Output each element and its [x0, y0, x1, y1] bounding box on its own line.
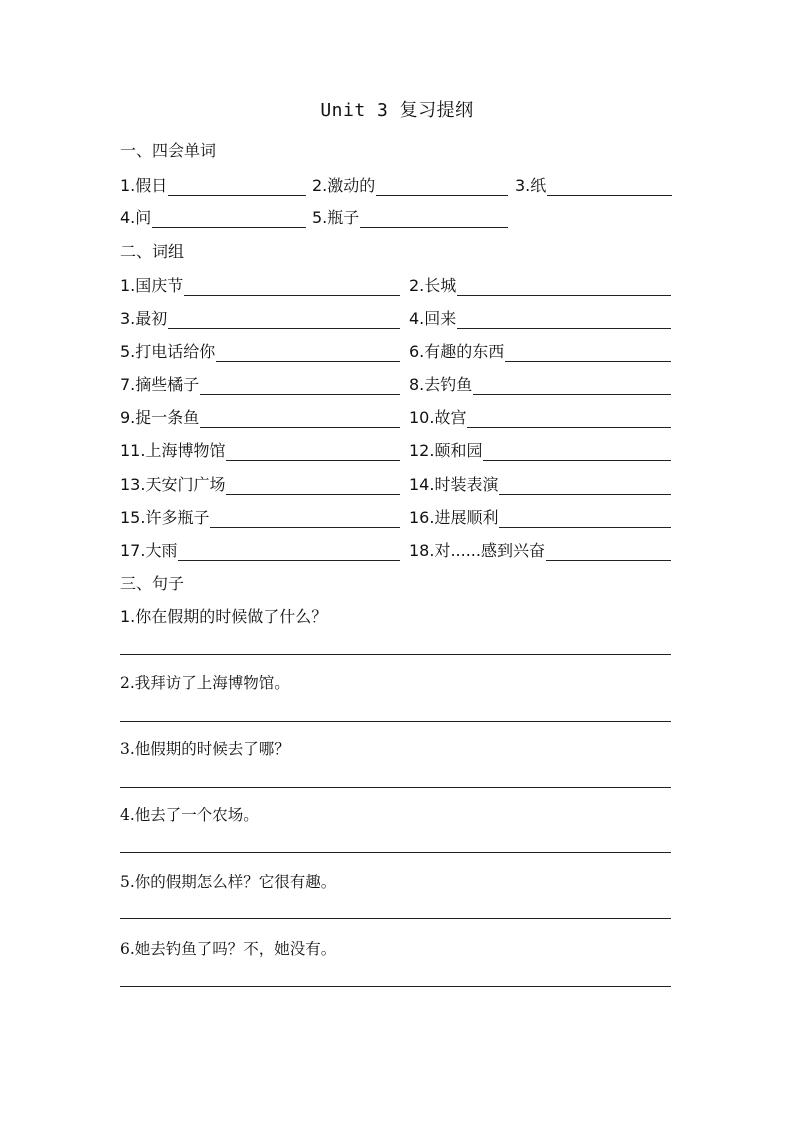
fill-blank[interactable]	[467, 407, 671, 428]
vocab-item	[515, 170, 672, 196]
vocab-row-2	[120, 202, 672, 228]
answer-line[interactable]	[120, 654, 671, 655]
fill-blank[interactable]	[457, 308, 671, 329]
sentence-prompt: 6.她去钓鱼了吗？不，她没有。	[120, 940, 337, 958]
phrase-label: 11.上海博物馆	[120, 441, 226, 460]
phrase-row	[120, 336, 672, 362]
phrase-item	[120, 535, 400, 561]
fill-blank[interactable]	[457, 275, 671, 296]
fill-blank[interactable]	[360, 207, 508, 228]
section-heading-vocab: 一、四会单词	[120, 141, 217, 160]
phrase-item	[120, 502, 400, 528]
fill-blank[interactable]	[473, 374, 671, 395]
phrase-item	[409, 435, 671, 461]
fill-blank[interactable]	[168, 308, 400, 329]
phrase-label: 16.进展顺利	[409, 508, 499, 527]
phrase-item	[120, 369, 400, 395]
phrase-row	[120, 535, 672, 561]
fill-blank[interactable]	[168, 175, 306, 196]
phrase-item	[409, 502, 671, 528]
phrase-item	[120, 336, 400, 362]
sentence-prompt: 4.他去了一个农场。	[120, 806, 259, 824]
fill-blank[interactable]	[499, 507, 671, 528]
fill-blank[interactable]	[226, 440, 400, 461]
sentence-prompt: 3.他假期的时候去了哪？	[120, 740, 290, 758]
fill-blank[interactable]	[505, 341, 671, 362]
phrase-row	[120, 402, 672, 428]
phrase-label: 4.回来	[409, 309, 457, 328]
vocab-item	[120, 202, 306, 228]
fill-blank[interactable]	[178, 540, 400, 561]
phrase-item	[409, 303, 671, 329]
answer-line[interactable]	[120, 721, 671, 722]
phrase-label: 1.国庆节	[120, 276, 184, 295]
phrase-row	[120, 369, 672, 395]
phrase-item	[120, 402, 400, 428]
fill-blank[interactable]	[226, 474, 400, 495]
fill-blank[interactable]	[200, 374, 400, 395]
sentence-prompt: 2.我拜访了上海博物馆。	[120, 674, 290, 692]
phrase-item	[409, 535, 671, 561]
phrase-item	[120, 270, 400, 296]
phrase-label: 14.时装表演	[409, 475, 499, 494]
phrase-row	[120, 502, 672, 528]
phrase-label: 15.许多瓶子	[120, 508, 210, 527]
sentence-prompt: 5.你的假期怎么样？它很有趣。	[120, 873, 337, 891]
vocab-label: 1.假日	[120, 176, 168, 195]
phrase-row	[120, 435, 672, 461]
phrase-label: 3.最初	[120, 309, 168, 328]
fill-blank[interactable]	[376, 175, 508, 196]
vocab-label: 5.瓶子	[312, 208, 360, 227]
page-title: Unit 3 复习提纲	[320, 100, 474, 121]
vocab-item	[312, 170, 508, 196]
fill-blank[interactable]	[210, 507, 400, 528]
phrase-item	[409, 369, 671, 395]
fill-blank[interactable]	[547, 175, 672, 196]
fill-blank[interactable]	[184, 275, 400, 296]
phrase-label: 17.大雨	[120, 541, 178, 560]
phrase-label: 7.摘些橘子	[120, 375, 200, 394]
phrase-label: 5.打电话给你	[120, 342, 216, 361]
phrase-row	[120, 303, 672, 329]
phrase-label: 12.颐和园	[409, 441, 483, 460]
phrase-label: 6.有趣的东西	[409, 342, 505, 361]
phrase-label: 10.故宫	[409, 408, 467, 427]
fill-blank[interactable]	[499, 474, 671, 495]
fill-blank[interactable]	[546, 540, 671, 561]
vocab-label: 2.激动的	[312, 176, 376, 195]
vocab-row-1	[120, 170, 672, 196]
phrase-row	[120, 270, 672, 296]
phrase-label: 13.天安门广场	[120, 475, 226, 494]
vocab-label: 3.纸	[515, 176, 547, 195]
sentence-prompt: 1.你在假期的时候做了什么？	[120, 607, 328, 626]
section-heading-phrases: 二、词组	[120, 242, 185, 261]
phrase-label: 8.去钓鱼	[409, 375, 473, 394]
answer-line[interactable]	[120, 986, 671, 987]
phrase-row	[120, 469, 672, 495]
section-heading-sentences: 三、句子	[120, 574, 185, 593]
vocab-item	[312, 202, 508, 228]
phrase-item	[120, 435, 400, 461]
phrase-label: 9.捉一条鱼	[120, 408, 200, 427]
answer-line[interactable]	[120, 918, 671, 919]
answer-line[interactable]	[120, 787, 671, 788]
fill-blank[interactable]	[483, 440, 671, 461]
fill-blank[interactable]	[216, 341, 400, 362]
fill-blank[interactable]	[200, 407, 400, 428]
vocab-item	[120, 170, 306, 196]
phrase-item	[120, 469, 400, 495]
phrase-label: 2.长城	[409, 276, 457, 295]
vocab-label: 4.问	[120, 208, 152, 227]
phrase-label: 18.对......感到兴奋	[409, 541, 545, 560]
phrase-item	[120, 303, 400, 329]
phrase-item	[409, 469, 671, 495]
phrase-item	[409, 336, 671, 362]
phrase-item	[409, 270, 671, 296]
phrase-item	[409, 402, 671, 428]
answer-line[interactable]	[120, 852, 671, 853]
fill-blank[interactable]	[152, 207, 306, 228]
